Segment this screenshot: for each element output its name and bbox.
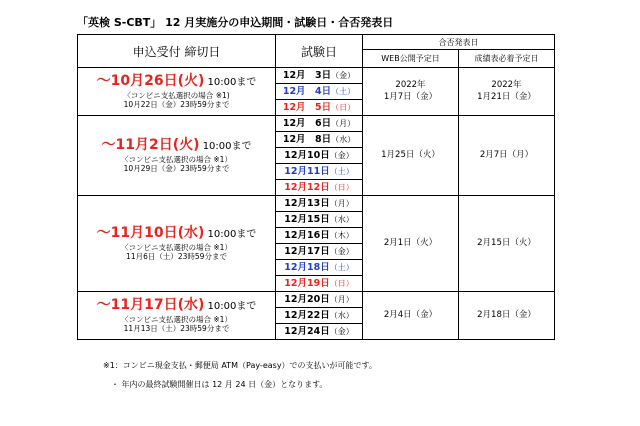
exam-date-cell (276, 100, 363, 116)
page-title: 「英検 S-CBT」 12 月実施分の申込期間・試験日・合否発表日 (77, 16, 394, 29)
exam-date: 12月20日 (284, 294, 330, 305)
exam-weekday: （日） (329, 279, 354, 288)
deadline-cell (78, 68, 276, 116)
exam-weekday: （金） (331, 71, 356, 80)
exam-date: 12月18日 (284, 262, 330, 273)
exam-weekday: （月） (329, 199, 354, 208)
exam-weekday: （水） (329, 311, 354, 320)
deadline-line (78, 137, 275, 155)
exam-date: 12月17日 (284, 246, 330, 257)
exam-date-cell (276, 132, 363, 148)
report-arrival-cell (459, 196, 555, 292)
exam-date: 12月12日 (284, 182, 330, 193)
web-publish-cell (363, 68, 459, 116)
deadline-line (78, 73, 275, 91)
header-exam-date: 試験日 (276, 35, 363, 68)
deadline-prefix: ～ (101, 137, 116, 154)
report-arrival-line1: 2022年 (491, 80, 522, 91)
footnote-last-date: ・ 年内の最終試験開催日は 12 月 24 日（金）となります。 (111, 380, 328, 389)
web-publish-cell (363, 196, 459, 292)
exam-date-cell (276, 84, 363, 100)
exam-weekday: （日） (331, 103, 356, 112)
deadline-date: 11月17日(水) (110, 297, 205, 314)
convenience-note: 〈コンビニ支払選択の場合 ※1） (121, 242, 232, 252)
exam-date-cell (276, 292, 363, 308)
exam-date: 12月10日 (284, 150, 330, 161)
table-row (78, 292, 555, 308)
exam-date: 12月16日 (284, 230, 330, 241)
exam-date-cell (276, 276, 363, 292)
web-publish-cell (363, 116, 459, 196)
exam-date: 12月11日 (284, 166, 330, 177)
table-row (78, 116, 555, 132)
deadline-time: 10:00まで (199, 141, 252, 153)
deadline-cell (78, 292, 276, 340)
exam-date-cell (276, 212, 363, 228)
exam-weekday: （金） (329, 247, 354, 256)
exam-weekday: （金） (329, 327, 354, 336)
exam-date: 12月13日 (284, 198, 330, 209)
deadline-date: 10月26日(火) (110, 73, 205, 90)
exam-date: 12月15日 (284, 214, 330, 225)
deadline-prefix: ～ (96, 73, 111, 90)
report-arrival-line1: 2月15日（火） (477, 237, 536, 248)
exam-weekday: （土） (329, 263, 354, 272)
footnote-payment: ※1：コンビニ現金支払・郵便局 ATM（Pay-easy）での支払いが可能です。 (103, 361, 377, 370)
web-publish-line2: 1月7日（金） (383, 91, 438, 102)
table-row (78, 68, 555, 84)
exam-date: 12月22日 (284, 310, 330, 321)
report-arrival-line1: 2月18日（金） (477, 309, 536, 320)
header-web-publish: WEB公開予定日 (363, 50, 459, 68)
deadline-date: 11月10日(水) (110, 225, 205, 242)
report-arrival-cell (459, 68, 555, 116)
deadline-prefix: ～ (96, 297, 111, 314)
exam-weekday: （金） (329, 151, 354, 160)
exam-date-cell (276, 228, 363, 244)
deadline-time: 10:00まで (204, 229, 257, 241)
web-publish-line1: 2月4日（金） (383, 309, 438, 320)
exam-date: 12月19日 (284, 278, 330, 289)
deadline-line (78, 297, 275, 315)
report-arrival-cell (459, 292, 555, 340)
report-arrival-line1: 2月7日（月） (479, 149, 534, 160)
exam-date-cell (276, 196, 363, 212)
exam-date-cell (276, 148, 363, 164)
convenience-deadline: 11月6日（土）23時59分まで (126, 252, 227, 262)
convenience-note: 〈コンビニ支払選択の場合 ※1） (121, 314, 232, 324)
exam-date-cell (276, 68, 363, 84)
convenience-note: 〈コンビニ支払選択の場合 ※1) (123, 90, 230, 100)
exam-weekday: （月） (331, 119, 356, 128)
web-publish-cell (363, 292, 459, 340)
exam-date-cell (276, 244, 363, 260)
web-publish-line1: 2022年 (395, 80, 426, 91)
exam-date-cell (276, 260, 363, 276)
exam-weekday: （土） (331, 87, 356, 96)
exam-date-cell (276, 308, 363, 324)
deadline-line (78, 225, 275, 243)
exam-date-cell (276, 164, 363, 180)
exam-date: 12月24日 (284, 326, 330, 337)
header-report-arrival: 成績表必着予定日 (459, 50, 555, 68)
exam-date: 12月 6日 (282, 118, 332, 129)
web-publish-line1: 1月25日（火） (381, 149, 440, 160)
exam-weekday: （木） (329, 231, 354, 240)
deadline-prefix: ～ (96, 225, 111, 242)
exam-weekday: （水） (329, 215, 354, 224)
deadline-time: 10:00まで (204, 77, 257, 89)
report-arrival-cell (459, 116, 555, 196)
deadline-date: 11月2日(火) (115, 137, 200, 154)
header-result: 合否発表日 (363, 35, 555, 50)
deadline-cell (78, 116, 276, 196)
table-row (78, 196, 555, 212)
deadline-cell (78, 196, 276, 292)
header-deadline: 申込受付 締切日 (78, 35, 276, 68)
convenience-deadline: 10月22日（金）23時59分まで (123, 100, 230, 110)
schedule-table (77, 34, 555, 340)
convenience-note: 〈コンビニ支払選択の場合 ※1） (121, 154, 232, 164)
report-arrival-line2: 1月21日（金） (477, 91, 536, 102)
exam-weekday: （土） (329, 167, 354, 176)
exam-weekday: （水） (331, 135, 356, 144)
exam-date-cell (276, 324, 363, 340)
exam-date: 12月 5日 (282, 102, 332, 113)
exam-date: 12月 8日 (282, 134, 332, 145)
exam-date-cell (276, 180, 363, 196)
web-publish-line1: 2月1日（火） (383, 237, 438, 248)
exam-date: 12月 4日 (282, 86, 332, 97)
exam-date: 12月 3日 (282, 70, 332, 81)
deadline-time: 10:00まで (204, 301, 257, 313)
schedule-body (78, 68, 555, 340)
convenience-deadline: 10月29日（金）23時59分まで (123, 164, 230, 174)
exam-weekday: （日） (329, 183, 354, 192)
convenience-deadline: 11月13日（土）23時59分まで (123, 324, 230, 334)
exam-weekday: （月） (329, 295, 354, 304)
exam-date-cell (276, 116, 363, 132)
